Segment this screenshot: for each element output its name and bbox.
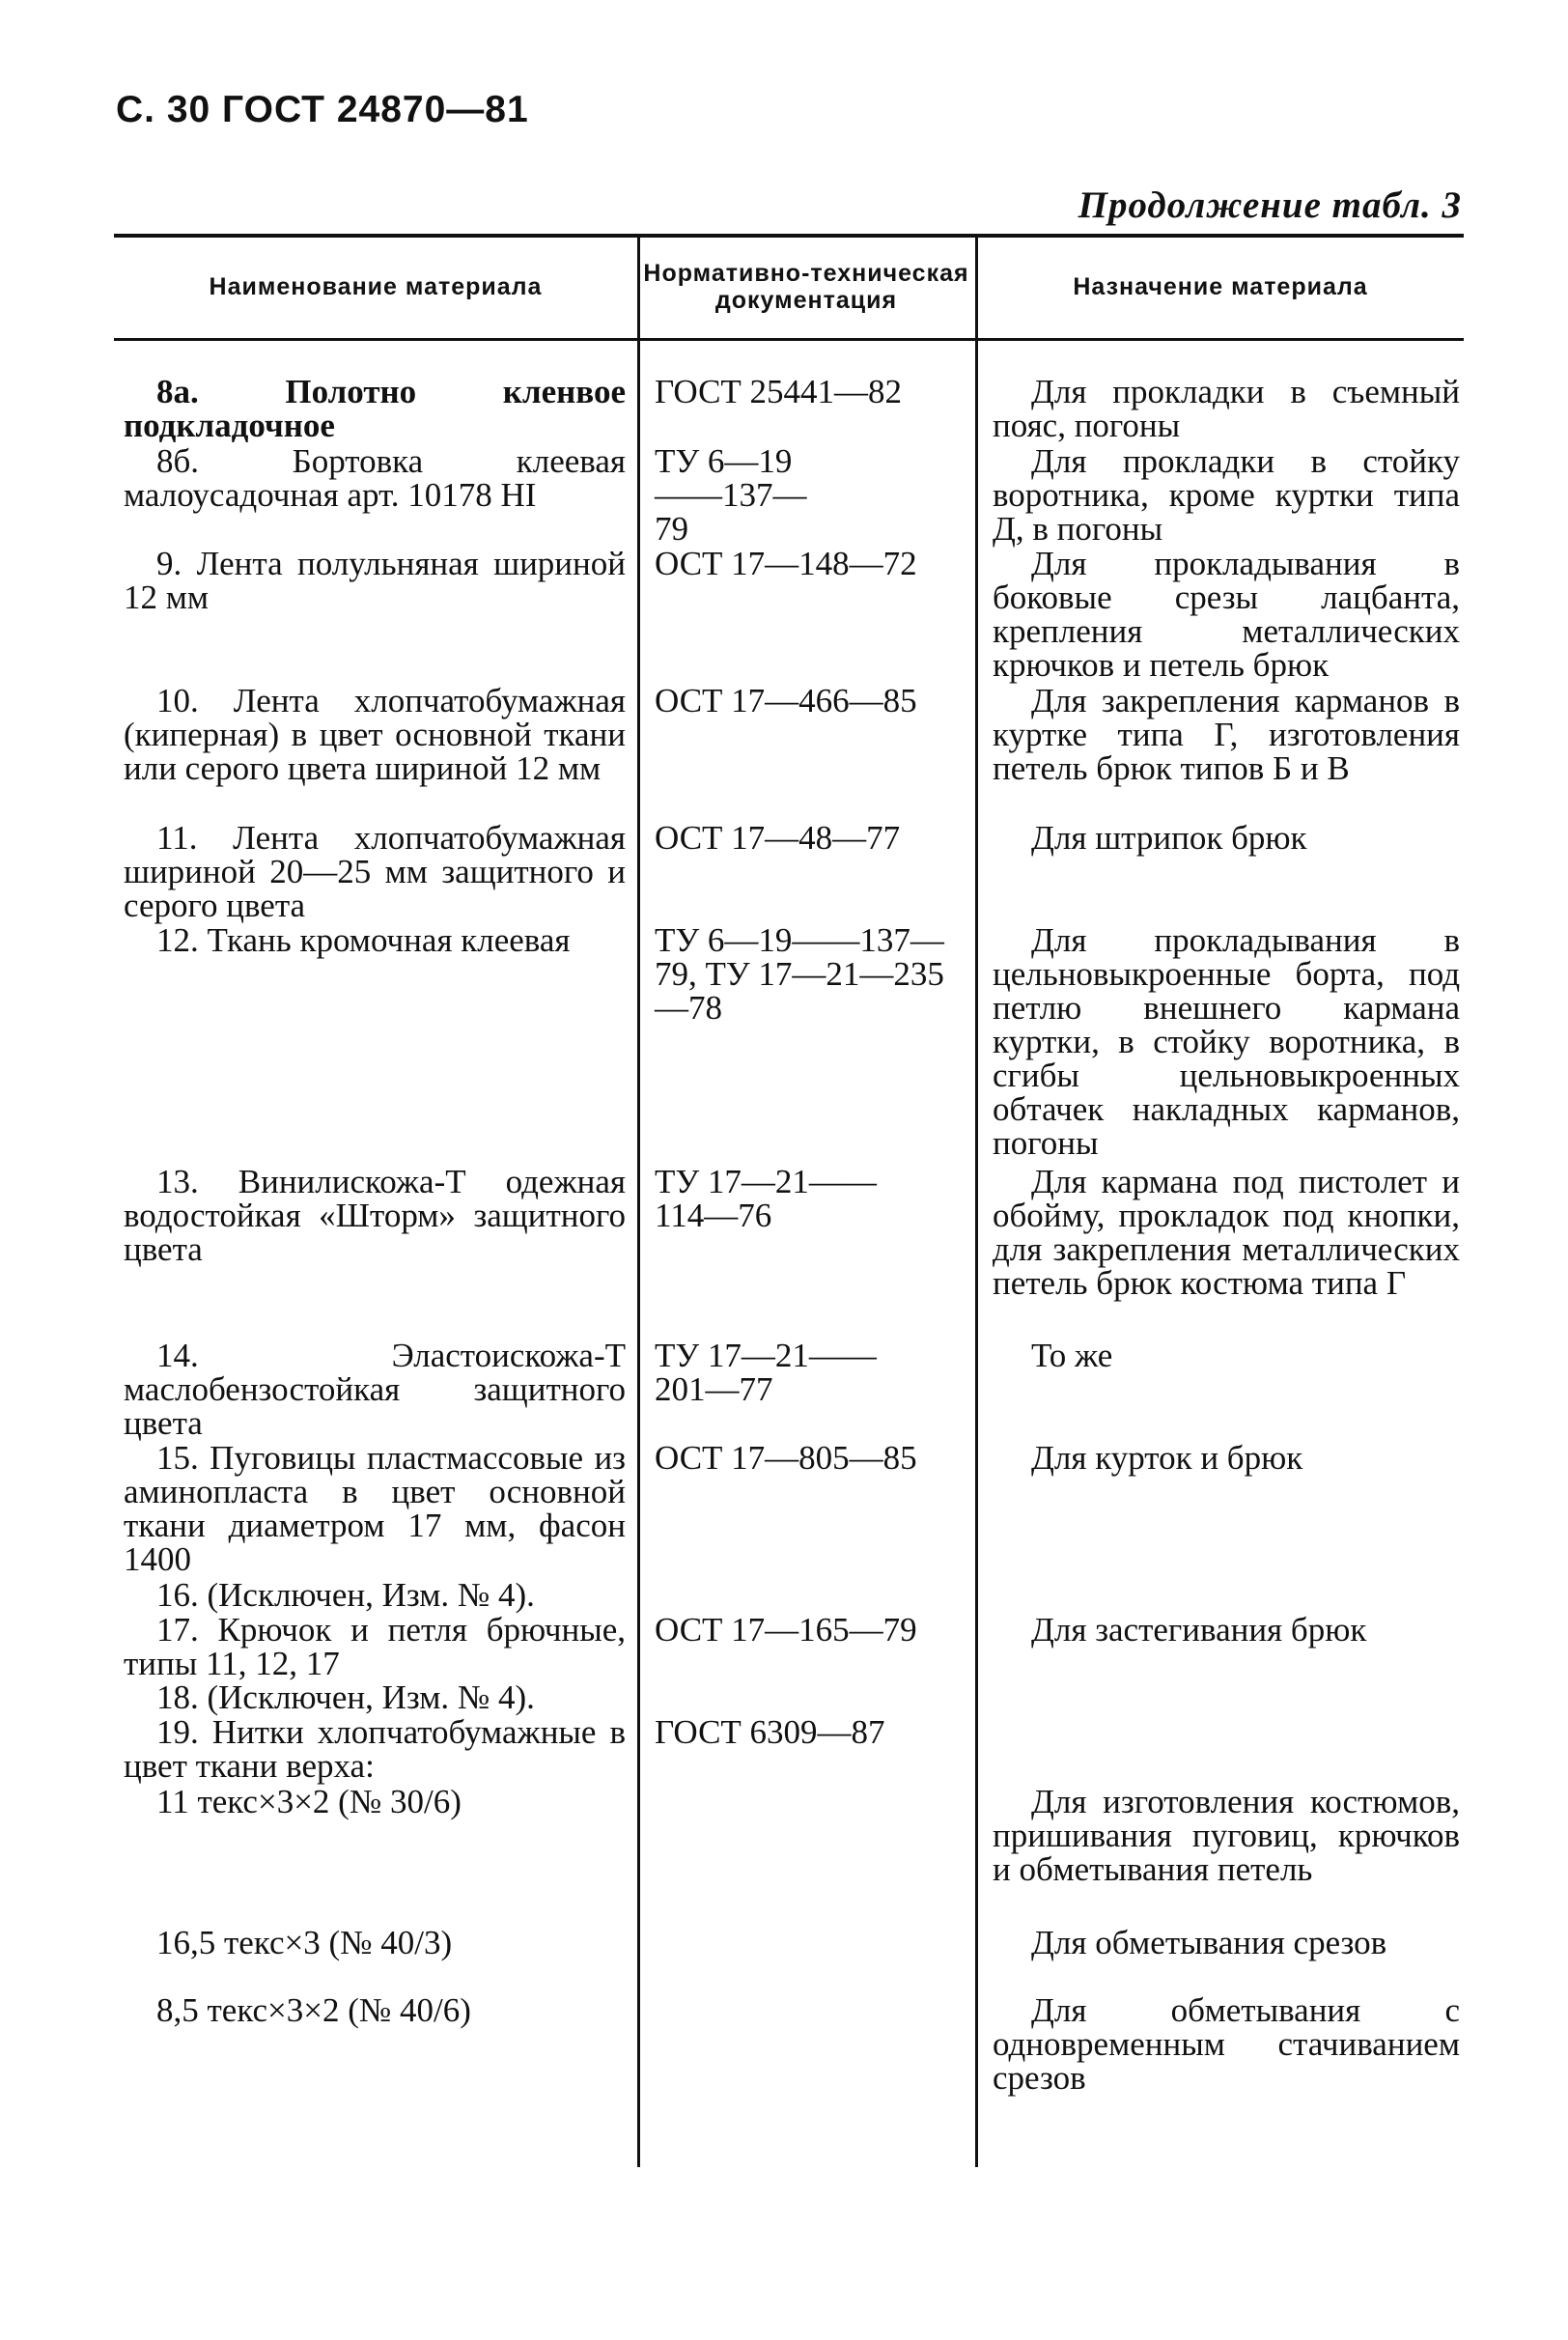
row-19b-name: 16,5 текс×3 (№ 40/3) — [156, 1924, 453, 1961]
table-header-rule — [114, 338, 1464, 341]
row-17-doc: ОСТ 17—165—79 — [655, 1611, 917, 1649]
header-normative-doc: Нормативно-техническая документация — [643, 260, 969, 314]
row-13-doc: ТУ 17—21——114—76 — [655, 1163, 877, 1234]
row-19-doc: ГОСТ 6309—87 — [655, 1713, 885, 1751]
row-15-name: 15. Пуговицы пластмассовые из аминопласта в цвет основной ткани диаметром 17 мм, фасон 1400 — [124, 1439, 626, 1578]
row-17-purpose: Для застегивания брюк — [1031, 1611, 1367, 1649]
row-13-name: 13. Винилискожа-Т одежная водостойкая «Шторм» защитного цвета — [124, 1163, 626, 1268]
row-14-name: 14. Эластоискожа-Т маслобензостойкая защитного цвета — [124, 1337, 626, 1442]
row-16-name: 16. (Исключен, Изм. № 4). — [156, 1576, 535, 1614]
row-12-purpose: Для прокладывания в цельновыкроенные борта, под петлю внешнего кармана куртки, в стойку воротника, в сгибы цельновыкроенных обтачек накладных карманов, погоны — [993, 921, 1460, 1162]
row-8b-name: 8б. Бортовка клеевая малоусадочная арт. 10178 HI — [124, 442, 626, 514]
column-divider-1 — [637, 236, 640, 2167]
row-17-name: 17. Крючок и петля брючные, типы 11, 12, 17 — [124, 1611, 626, 1682]
row-14-purpose: То же — [1031, 1337, 1113, 1374]
row-19c-purpose: Для обметывания с одновременным стачиванием срезов — [993, 1991, 1460, 2097]
row-8a-name: 8а. Полотно кленвое подкладочное — [124, 373, 626, 444]
row-10-name: 10. Лента хлопчатобумажная (киперная) в цвет основной ткани или серого цвета шириной 12 мм — [124, 682, 626, 787]
row-19b-purpose: Для обметывания срезов — [1031, 1924, 1387, 1961]
row-12-doc: ТУ 6—19——137—79, ТУ 17—21—235—78 — [655, 921, 944, 1027]
row-19a-purpose: Для изготовления костюмов, пришивания пуговиц, крючков и обметывания петель — [993, 1783, 1460, 1888]
row-11-purpose: Для штрипок брюк — [1031, 819, 1307, 857]
row-12-name: 12. Ткань кромочная клеевая — [156, 921, 571, 959]
row-14-doc: ТУ 17—21——201—77 — [655, 1337, 877, 1408]
table-caption: Продолжение табл. 3 — [1078, 184, 1462, 226]
row-11-name: 11. Лента хлопчатобумажная шириной 20—25 мм защитного и серого цвета — [124, 819, 626, 924]
row-8a-doc: ГОСТ 25441—82 — [655, 373, 903, 410]
row-10-doc: ОСТ 17—466—85 — [655, 682, 917, 719]
row-8b-doc: ТУ 6—19——137—79 — [655, 442, 807, 548]
row-10-purpose: Для закрепления карманов в куртке типа Г, изготовления петель брюк типов Б и В — [993, 682, 1460, 787]
row-19c-name: 8,5 текс×3×2 (№ 40/6) — [156, 1991, 471, 2029]
row-13-purpose: Для кармана под пистолет и обойму, прокладок под кнопки, для закрепления металлических петель брюк костюма типа Г — [993, 1163, 1460, 1302]
row-19-name: 19. Нитки хлопчатобумажные в цвет ткани верха: — [124, 1713, 626, 1785]
row-8b-purpose: Для прокладки в стойку воротника, кроме куртки типа Д, в погоны — [993, 442, 1460, 548]
row-11-doc: ОСТ 17—48—77 — [655, 819, 901, 857]
row-15-doc: ОСТ 17—805—85 — [655, 1439, 917, 1477]
page-header: С. 30 ГОСТ 24870—81 — [116, 89, 529, 130]
row-9-name: 9. Лента полульняная шириной 12 мм — [124, 545, 626, 616]
header-material-purpose: Назначение материала — [1073, 273, 1368, 300]
header-material-name: Наименование материала — [209, 273, 543, 300]
row-9-purpose: Для прокладывания в боковые срезы лацбанта, крепления металлических крючков и петель брюк — [993, 545, 1460, 684]
row-8a-purpose: Для прокладки в съемный пояс, погоны — [993, 373, 1460, 444]
row-15-purpose: Для курток и брюк — [1031, 1439, 1303, 1477]
row-18-name: 18. (Исключен, Изм. № 4). — [156, 1678, 535, 1716]
row-19a-name: 11 текс×3×2 (№ 30/6) — [156, 1783, 462, 1820]
row-9-doc: ОСТ 17—148—72 — [655, 545, 917, 582]
column-divider-2 — [975, 236, 978, 2167]
